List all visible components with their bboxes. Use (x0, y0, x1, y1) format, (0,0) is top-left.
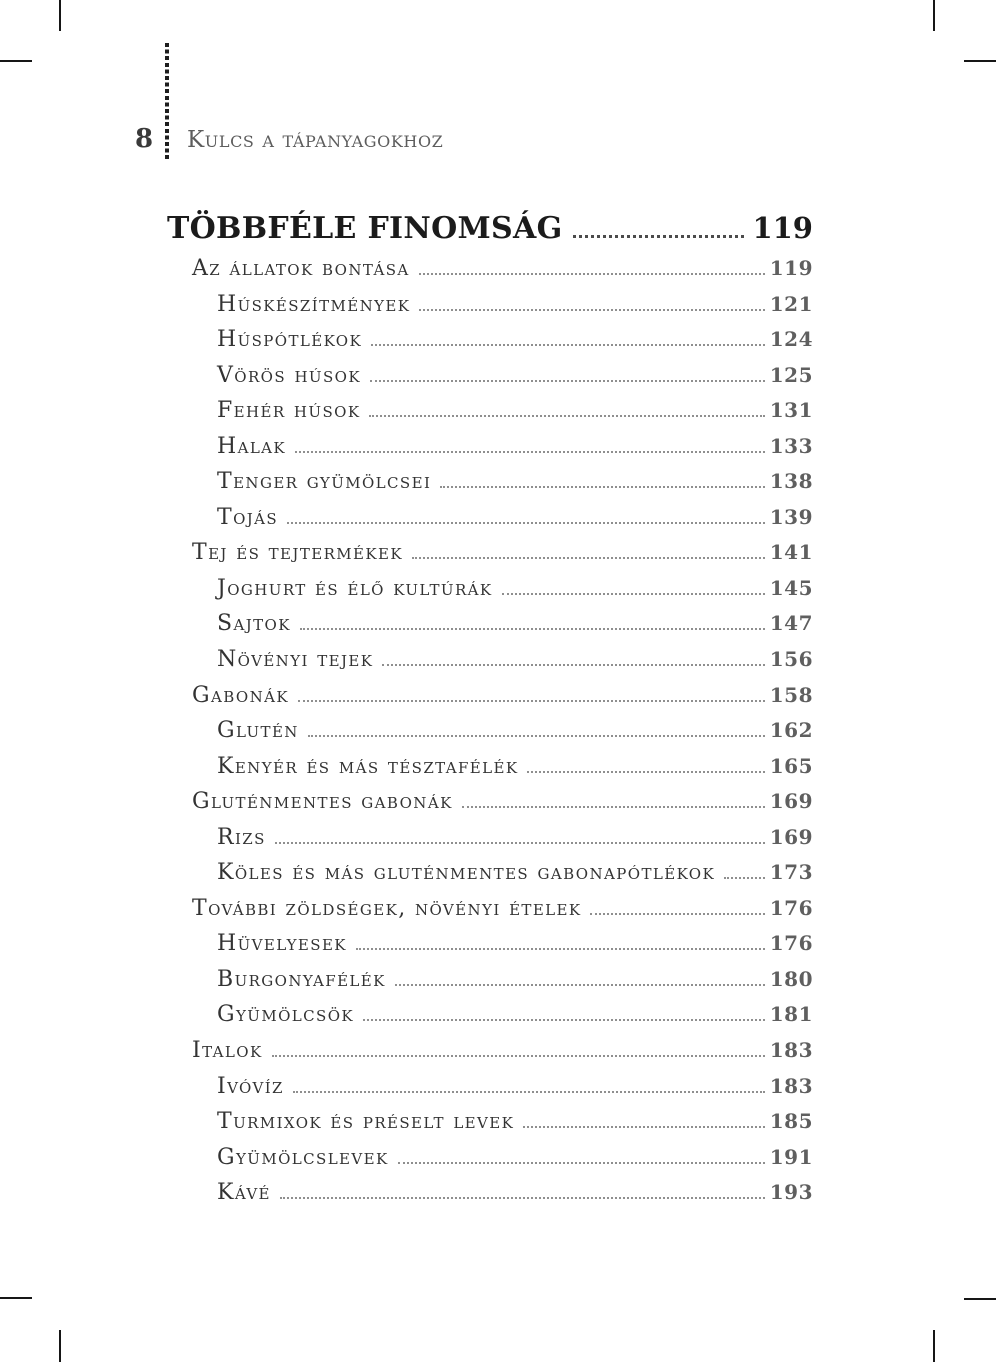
toc-entry (167, 393, 813, 429)
toc-entry-label: Gabonák (192, 682, 289, 708)
toc-entry-page-number: 176 (769, 931, 813, 956)
toc-entry-page-number: 133 (769, 433, 813, 458)
toc-entry-page-number: 193 (769, 1180, 813, 1205)
toc-entry-label: Italok (192, 1038, 263, 1064)
toc-entry-label: Turmixok és préselt levek (217, 1109, 515, 1135)
dot-leader (724, 877, 765, 879)
toc-entry (167, 713, 813, 749)
dot-leader (363, 1019, 765, 1021)
toc-entry (167, 535, 813, 571)
dot-leader (419, 309, 764, 311)
toc-entry (167, 926, 813, 962)
toc-entry-label: Ivóvíz (217, 1073, 284, 1099)
dot-leader (280, 1197, 765, 1199)
toc-entry (167, 251, 813, 287)
toc-entry-label: Gyümölcsök (217, 1002, 354, 1028)
toc-entry (167, 322, 813, 358)
dot-leader (573, 235, 745, 238)
dot-leader (527, 771, 764, 773)
dot-leader (293, 1091, 765, 1093)
toc-entry-page-number: 183 (769, 1073, 813, 1098)
toc-entry-page-number: 125 (769, 362, 813, 387)
toc-entry-page-number: 158 (769, 682, 813, 707)
toc-entry (167, 1175, 813, 1211)
toc-entry-label: Kenyér és más tésztafélék (217, 753, 519, 779)
toc-entry (167, 784, 813, 820)
dot-leader (287, 522, 765, 524)
dot-leader (370, 380, 765, 382)
dot-leader (395, 984, 765, 986)
dot-leader (295, 451, 765, 453)
header-dotted-rule (165, 43, 169, 161)
toc-entry-page-number: 121 (769, 291, 813, 316)
crop-mark-bottom-left-vertical (59, 1330, 61, 1362)
toc-chapter-title: TÖBBFÉLE FINOMSÁG (167, 211, 563, 246)
toc-entry (167, 855, 813, 891)
dot-leader (502, 593, 765, 595)
toc-entry-label: Húspótlékok (217, 327, 363, 353)
toc-entry (167, 287, 813, 323)
toc-entry-page-number: 181 (769, 1002, 813, 1027)
toc-entry-page-number: 169 (769, 824, 813, 849)
dot-leader (419, 273, 765, 275)
toc-entry-label: Tej és tejtermékek (192, 540, 403, 566)
toc-entry-page-number: 131 (769, 398, 813, 423)
toc-entry-label: Köles és más gluténmentes gabonapótlékok (217, 860, 716, 886)
toc-entry-label: Növényi tejek (217, 647, 374, 673)
toc-entry-page-number: 119 (769, 256, 813, 280)
toc-entry-page-number: 139 (769, 504, 813, 529)
page-header (0, 0, 996, 170)
toc-entry-label: Tojás (217, 504, 279, 530)
toc-entry (167, 358, 813, 394)
running-header-title: Kulcs a tápanyagokhoz (187, 127, 444, 153)
toc-entry (167, 962, 813, 998)
toc-entry (167, 429, 813, 465)
toc-entry-page-number: 191 (769, 1144, 813, 1169)
dot-leader (369, 415, 764, 417)
toc-entry-label: Tenger gyümölcsei (217, 469, 432, 495)
toc-entry (167, 891, 813, 927)
toc-entry-label: Sajtok (217, 611, 291, 637)
toc-entry-page-number: 147 (769, 611, 813, 636)
toc-chapter-page-number: 119 (752, 211, 813, 245)
toc-entry (167, 1140, 813, 1176)
toc-chapter-title-row (167, 206, 813, 251)
toc-entry (167, 571, 813, 607)
toc-entry-page-number: 180 (769, 966, 813, 991)
dot-leader (298, 700, 765, 702)
toc-entry (167, 997, 813, 1033)
dot-leader (398, 1162, 765, 1164)
toc-entry-page-number: 183 (769, 1038, 813, 1063)
toc-entry-label: Kávé (217, 1180, 271, 1206)
toc-entry-label: További zöldségek, növényi ételek (192, 895, 582, 921)
toc-entry-page-number: 173 (769, 860, 813, 885)
toc-entry-label: Hüvelyesek (217, 931, 347, 957)
dot-leader (300, 628, 765, 630)
dot-leader (523, 1126, 765, 1128)
page-number: 8 (134, 124, 154, 154)
toc-entry-label: Az állatok bontása (192, 256, 410, 281)
dot-leader (412, 557, 765, 559)
toc-entry-label: Fehér húsok (217, 398, 361, 424)
toc-entry-label: Gluténmentes gabonák (192, 789, 453, 815)
toc-entry (167, 606, 813, 642)
toc-entry-label: Joghurt és élő kultúrák (217, 575, 493, 601)
toc-entry-page-number: 156 (769, 647, 813, 672)
toc-entry-page-number: 169 (769, 789, 813, 814)
dot-leader (382, 664, 764, 666)
crop-mark-bottom-right-horizontal (964, 1298, 996, 1300)
dot-leader (462, 806, 765, 808)
toc-entry-label: Glutén (217, 718, 299, 744)
crop-mark-bottom-right-vertical (933, 1330, 935, 1362)
toc-entry-page-number: 138 (769, 469, 813, 494)
toc-entry-page-number: 162 (769, 718, 813, 743)
toc-entries (167, 251, 813, 1211)
dot-leader (590, 913, 764, 915)
toc-entry (167, 820, 813, 856)
dot-leader (371, 344, 765, 346)
toc-entry (167, 1033, 813, 1069)
table-of-contents (167, 206, 813, 1211)
toc-entry-label: Vörös húsok (217, 362, 361, 388)
toc-entry-label: Halak (217, 433, 287, 459)
toc-entry-label: Rizs (217, 824, 266, 850)
toc-entry-page-number: 141 (769, 540, 813, 565)
dot-leader (272, 1055, 765, 1057)
toc-entry-page-number: 176 (769, 895, 813, 920)
toc-entry (167, 1069, 813, 1105)
toc-entry-label: Burgonyafélék (217, 966, 386, 992)
dot-leader (275, 842, 765, 844)
dot-leader (356, 948, 765, 950)
toc-entry-page-number: 124 (769, 327, 813, 352)
toc-entry-page-number: 165 (769, 753, 813, 778)
toc-entry (167, 1104, 813, 1140)
toc-entry (167, 642, 813, 678)
toc-entry-page-number: 145 (769, 575, 813, 600)
toc-entry (167, 678, 813, 714)
toc-entry-label: Húskészítmények (217, 291, 411, 317)
crop-mark-bottom-left-horizontal (0, 1297, 32, 1299)
dot-leader (440, 486, 764, 488)
toc-entry (167, 749, 813, 785)
toc-entry-page-number: 185 (769, 1109, 813, 1134)
toc-entry-label: Gyümölcslevek (217, 1144, 389, 1170)
toc-entry (167, 464, 813, 500)
toc-entry (167, 500, 813, 536)
dot-leader (308, 735, 765, 737)
